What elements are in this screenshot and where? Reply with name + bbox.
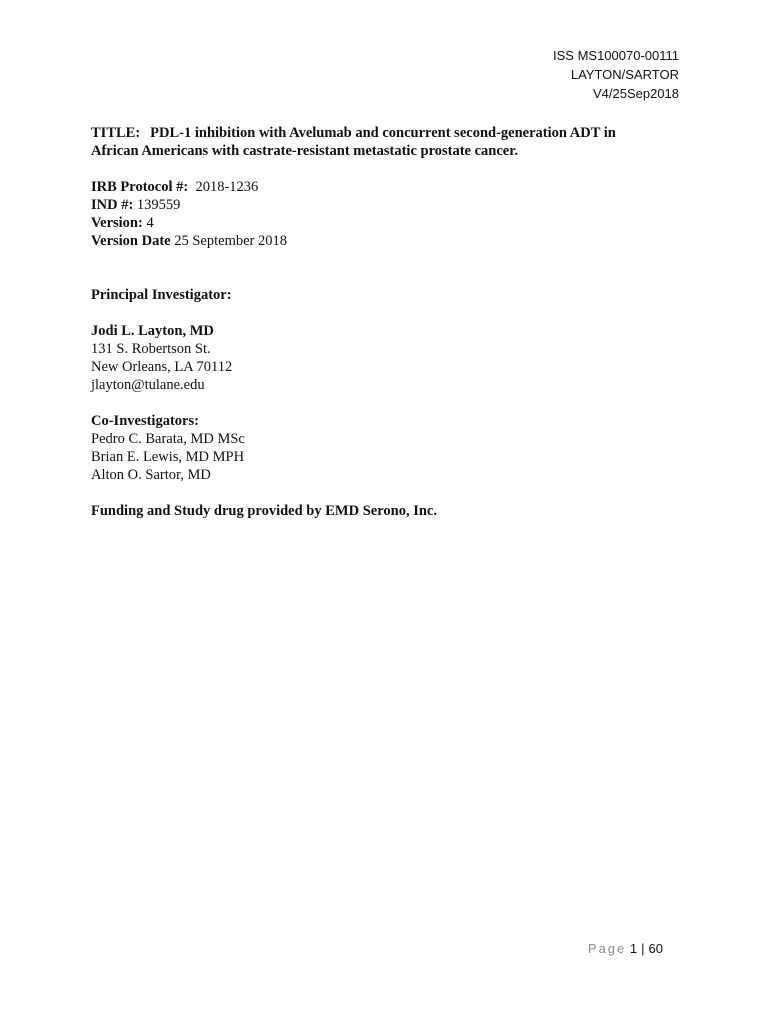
header-study-id: ISS MS100070-00111 [553,48,679,63]
protocol-info [91,178,691,250]
co-investigators-heading: Co-Investigators: [91,413,199,429]
page-footer [588,941,663,956]
header-version: V4/25Sep2018 [592,86,679,101]
funding-statement: Funding and Study drug provided by EMD Serono, Inc. [91,503,437,519]
page-separator: | [641,941,645,956]
title-label: TITLE: [91,125,141,141]
principal-investigator-block [91,322,691,394]
version-date-value: 25 September 2018 [174,233,287,249]
title-line-2: African Americans with castrate-resistant metastatic prostate cancer. [91,143,518,159]
running-header [553,46,679,103]
co-investigator-name: Alton O. Sartor, MD [91,467,211,483]
pi-email: jlayton@tulane.edu [91,377,205,393]
version-value: 4 [146,215,154,231]
pi-address-line-1: 131 S. Robertson St. [91,341,211,357]
document-body [91,124,691,520]
total-page-count: 60 [648,941,663,956]
irb-protocol-value: 2018-1236 [195,179,259,195]
co-investigator-name: Brian E. Lewis, MD MPH [91,449,245,465]
current-page-number: 1 [629,941,638,956]
ind-label: IND #: [91,197,134,213]
co-investigator-name: Pedro C. Barata, MD MSc [91,431,245,447]
ind-value: 139559 [136,197,181,213]
document-title [91,124,691,160]
title-line-1: PDL-1 inhibition with Avelumab and concurrent second-generation ADT in [150,125,616,141]
co-investigators-block [91,412,691,484]
version-date-label: Version Date [91,233,171,249]
version-label: Version: [91,215,143,231]
header-investigators: LAYTON/SARTOR [570,67,679,82]
pi-address-line-2: New Orleans, LA 70112 [91,359,233,375]
principal-investigator-heading: Principal Investigator: [91,287,232,303]
irb-protocol-label: IRB Protocol #: [91,179,189,195]
pi-name: Jodi L. Layton, MD [91,323,214,339]
page-word: Page [587,941,627,956]
